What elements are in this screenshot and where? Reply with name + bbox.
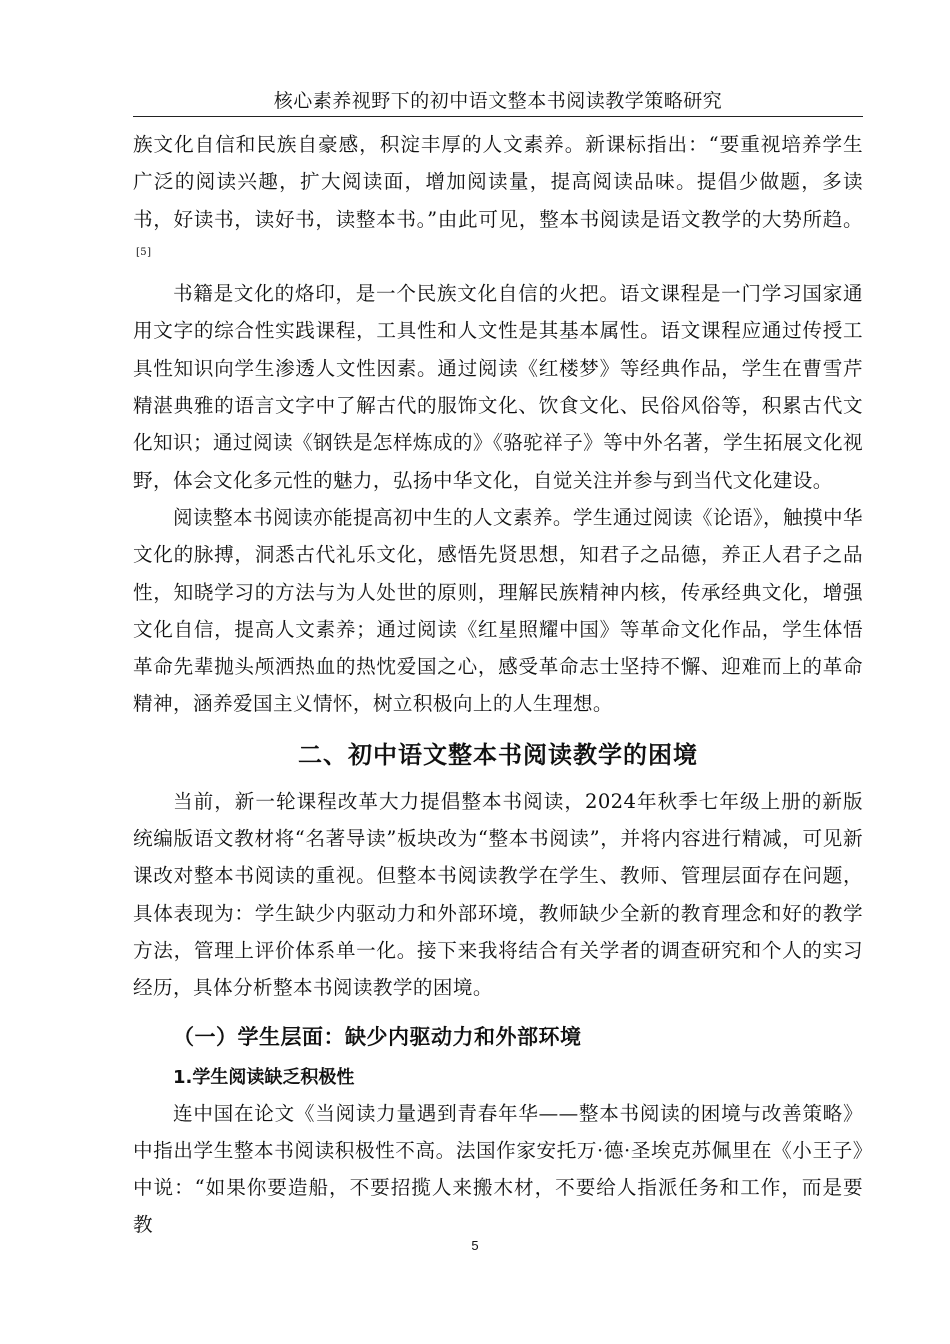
- page-number: 5: [471, 1238, 479, 1253]
- section-heading: 二、初中语文整本书阅读教学的困境: [298, 740, 698, 769]
- citation-reference[interactable]: [5]: [136, 246, 152, 258]
- body-paragraph: 书籍是文化的烙印，是一个民族文化自信的火把。语文课程是一门学习国家通用文字的综合性实践课程，工具性和人文性是其基本属性。语文课程应通过传授工具性知识向学生渗透人文性因素。通过阅读《红楼梦》等经典作品，学生在曹雪芹精湛典雅的语言文字中了解古代的服饰文化、饮食文化、民俗风俗等，积累古代文化知识；通过阅读《钢铁是怎样炼成的》《骆驼祥子》等中外名著，学生拓展文化视野，体会文化多元性的魅力，弘扬中华文化，自觉关注并参与到当代文化建设。: [133, 282, 863, 492]
- body-paragraph: 阅读整本书阅读亦能提高初中生的人文素养。学生通过阅读《论语》，触摸中华文化的脉搏，洞悉古代礼乐文化，感悟先贤思想，知君子之品德，养正人君子之品性，知晓学习的方法与为人处世的原则，理解民族精神内核，传承经典文化，增强文化自信，提高人文素养；通过阅读《红星照耀中国》等革命文化作品，学生体悟革命先辈抛头颅洒热血的热忱爱国之心，感受革命志士坚持不懈、迎难而上的革命精神，涵养爱国主义情怀，树立积极向上的人生理想。: [133, 505, 863, 716]
- item-heading: 1.学生阅读缺乏积极性: [173, 1066, 355, 1088]
- subsection-heading: （一）学生层面：缺少内驱动力和外部环境: [173, 1024, 582, 1049]
- page-body: [133, 126, 863, 1244]
- body-paragraph-continued: [133, 126, 863, 275]
- running-header: [133, 86, 863, 117]
- body-paragraph: 连中国在论文《当阅读力量遇到青春年华——整本书阅读的困境与改善策略》中指出学生整本书阅读积极性不高。法国作家安托万·德·圣埃克苏佩里在《小王子》中说：“如果你要造船，不要招揽人来搬木材，不要给人指派任务和工作，而是要教: [133, 1101, 863, 1237]
- body-paragraph: 当前，新一轮课程改革大力提倡整本书阅读，2024年秋季七年级上册的新版统编版语文教材将“名著导读”板块改为“整本书阅读”，并将内容进行精减，可见新课改对整本书阅读的重视。但整本书阅读教学在学生、教师、管理层面存在问题，具体表现为：学生缺少内驱动力和外部环境，教师缺少全新的教育理念和好的教学方法，管理上评价体系单一化。接下来我将结合有关学者的调查研究和个人的实习经历，具体分析整本书阅读教学的困境。: [133, 789, 863, 1000]
- running-header-title: 核心素养视野下的初中语文整本书阅读教学策略研究: [273, 90, 723, 112]
- paragraph-text: 族文化自信和民族自豪感，积淀丰厚的人文素养。新课标指出：“要重视培养学生广泛的阅读兴趣，扩大阅读面，增加阅读量，提高阅读品味。提倡少做题，多读书，好读书，读好书，读整本书。”由此可见，整本书阅读是语文教学的大势所趋。: [133, 133, 863, 231]
